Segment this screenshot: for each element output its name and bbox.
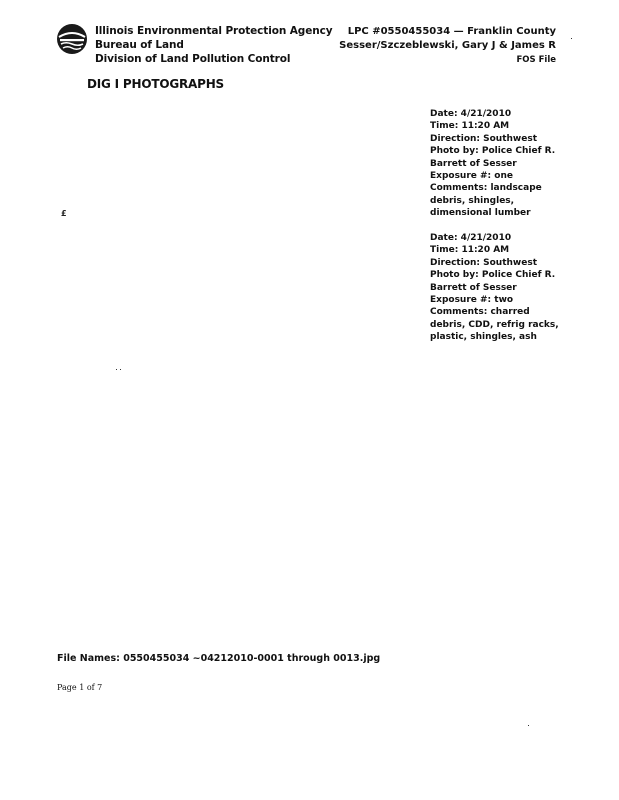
scan-mark: £ xyxy=(61,209,67,218)
lpc-number: LPC #0550455034 — Franklin County xyxy=(347,26,556,37)
caption-exposure: Exposure #: two xyxy=(430,295,514,306)
caption-exposure: Exposure #: one xyxy=(430,171,513,182)
scan-speck xyxy=(571,38,572,39)
title-prefix: DIG I xyxy=(87,77,123,88)
caption-time: Time: 11:20 AM xyxy=(430,245,510,256)
caption-comments: Comments: landscape xyxy=(430,183,542,194)
caption-date: Date: 4/21/2010 xyxy=(430,233,512,243)
caption-photographer: Photo by: Police Chief R. xyxy=(430,270,556,281)
caption-comments-cont: debris, shingles, xyxy=(430,195,515,206)
agency-name: Illinois Environmental Protection Agency xyxy=(95,25,333,37)
file-names: File Names: 0550455034 ~04212010-0001 through 0013.jpg xyxy=(57,653,381,664)
illinois-epa-logo-icon xyxy=(56,23,88,55)
page-title xyxy=(87,77,224,88)
caption-photographer: Photo by: Police Chief R. xyxy=(430,146,556,157)
bureau-name: Bureau of Land xyxy=(95,39,184,51)
caption-comments-cont: dimensional lumber xyxy=(430,208,531,219)
caption-date: Date: 4/21/2010 xyxy=(430,109,512,119)
caption-comments-cont: plastic, shingles, ash xyxy=(430,332,537,343)
photo-caption-2 xyxy=(430,232,580,344)
photo-caption-1 xyxy=(430,108,580,220)
caption-comments: Comments: charred xyxy=(430,307,530,318)
file-type: FOS File xyxy=(516,55,556,65)
agency-header xyxy=(95,24,332,66)
scan-speck xyxy=(116,369,117,370)
page-number: Page 1 of 7 xyxy=(57,683,103,692)
case-header xyxy=(339,25,556,67)
caption-time: Time: 11:20 AM xyxy=(430,121,510,132)
caption-direction: Direction: Southwest xyxy=(430,133,538,144)
scan-speck xyxy=(120,369,121,370)
caption-photographer-cont: Barrett of Sesser xyxy=(430,158,517,169)
caption-comments-cont: debris, CDD, refrig racks, xyxy=(430,319,559,330)
scan-speck xyxy=(528,725,529,726)
division-name: Division of Land Pollution Control xyxy=(95,53,291,65)
caption-photographer-cont: Barrett of Sesser xyxy=(430,282,517,293)
site-owner: Sesser/Szczeblewski, Gary J & James R xyxy=(339,40,556,51)
caption-direction: Direction: Southwest xyxy=(430,257,538,268)
title-photographs: PHOTOGRAPHS xyxy=(122,77,224,88)
